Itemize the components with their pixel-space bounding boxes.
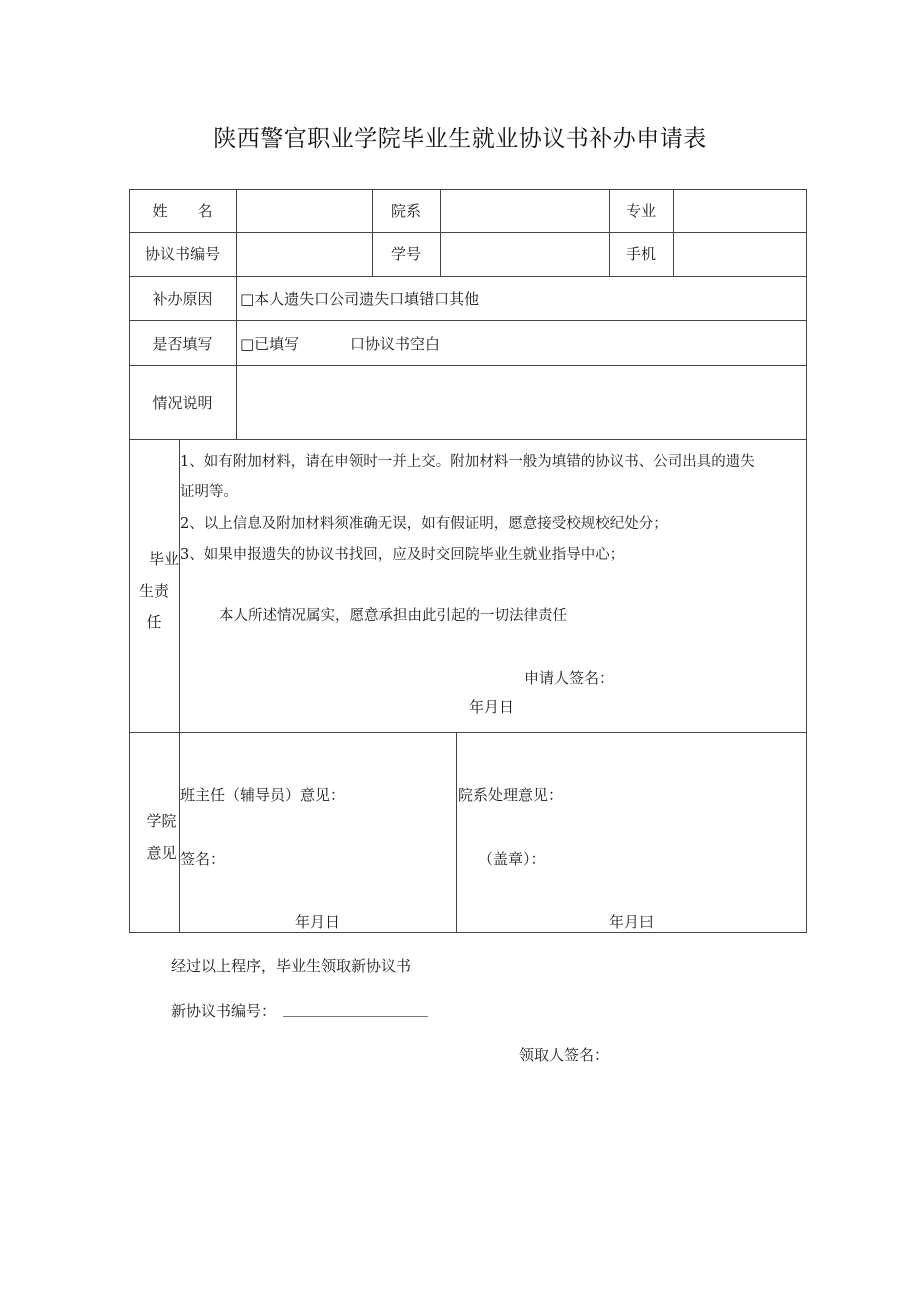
blank-option[interactable]: 口协议书空白 bbox=[350, 335, 441, 353]
teacher-signature-label: 签名： bbox=[180, 850, 226, 868]
responsibility-label-line3: 任 bbox=[146, 613, 162, 631]
name-field[interactable] bbox=[237, 190, 372, 232]
new-agreement-number-label: 新协议书编号： bbox=[171, 1002, 277, 1020]
student-number-label: 学号 bbox=[390, 245, 421, 263]
dept-field[interactable] bbox=[441, 190, 609, 232]
filled-option[interactable]: □已填写 bbox=[240, 335, 300, 353]
row-divider bbox=[129, 439, 807, 440]
responsibility-label-line1: 毕业 bbox=[148, 550, 179, 568]
dept-opinion-label: 院系处理意见： bbox=[458, 786, 564, 804]
dept-seal-label: （盖章）： bbox=[478, 850, 546, 868]
applicant-date: 年月日 bbox=[469, 698, 515, 716]
responsibility-item-1: 1、如有附加材料，请在申领时一并上交。附加材料一般为填错的协议书、公司出具的遗失 bbox=[180, 454, 755, 470]
college-opinion-label-line2: 意见 bbox=[146, 844, 177, 862]
teacher-opinion-label: 班主任（辅导员）意见： bbox=[180, 786, 346, 804]
description-field[interactable] bbox=[237, 366, 806, 439]
statement: 本人所述情况属实，愿意承担由此引起的一切法律责任 bbox=[219, 608, 567, 624]
responsibility-item-2: 2、以上信息及附加材料须准确无误，如有假证明，愿意接受校规校纪处分； bbox=[180, 516, 668, 532]
page-title: 陕西警官职业学院毕业生就业协议书补办申请表 bbox=[213, 126, 707, 152]
filled-label: 是否填写 bbox=[152, 335, 213, 353]
row-divider bbox=[129, 276, 807, 277]
reason-label: 补办原因 bbox=[152, 290, 213, 308]
procedure-note: 经过以上程序，毕业生领取新协议书 bbox=[171, 957, 412, 975]
receiver-signature-label: 领取人签名： bbox=[519, 1046, 610, 1064]
responsibility-item-1-cont: 证明等。 bbox=[180, 484, 238, 500]
major-field[interactable] bbox=[674, 190, 806, 232]
student-number-field[interactable] bbox=[441, 233, 609, 276]
responsibility-label-line2: 生责 bbox=[138, 582, 169, 600]
reason-options[interactable]: □本人遗失口公司遗失口填错口其他 bbox=[240, 290, 480, 308]
phone-label: 手机 bbox=[625, 245, 656, 263]
new-agreement-number-field[interactable] bbox=[283, 1016, 428, 1017]
phone-field[interactable] bbox=[674, 233, 806, 276]
table-border-bottom bbox=[129, 932, 807, 933]
major-label: 专业 bbox=[625, 202, 656, 220]
description-label: 情况说明 bbox=[152, 394, 213, 412]
row-divider bbox=[129, 732, 807, 733]
col-divider bbox=[456, 732, 457, 932]
table-border-right bbox=[806, 189, 807, 932]
teacher-date: 年月日 bbox=[295, 913, 341, 931]
name-label: 姓 名 bbox=[152, 202, 213, 220]
college-opinion-label-line1: 学院 bbox=[146, 812, 177, 830]
applicant-signature-label: 申请人签名： bbox=[524, 669, 615, 687]
dept-date: 年月曰 bbox=[609, 913, 655, 931]
responsibility-item-3: 3、如果申报遗失的协议书找回，应及时交回院毕业生就业指导中心； bbox=[180, 547, 625, 563]
dept-label: 院系 bbox=[390, 202, 421, 220]
agreement-number-label: 协议书编号 bbox=[144, 245, 220, 263]
row-divider bbox=[129, 320, 807, 321]
agreement-number-field[interactable] bbox=[237, 233, 372, 276]
